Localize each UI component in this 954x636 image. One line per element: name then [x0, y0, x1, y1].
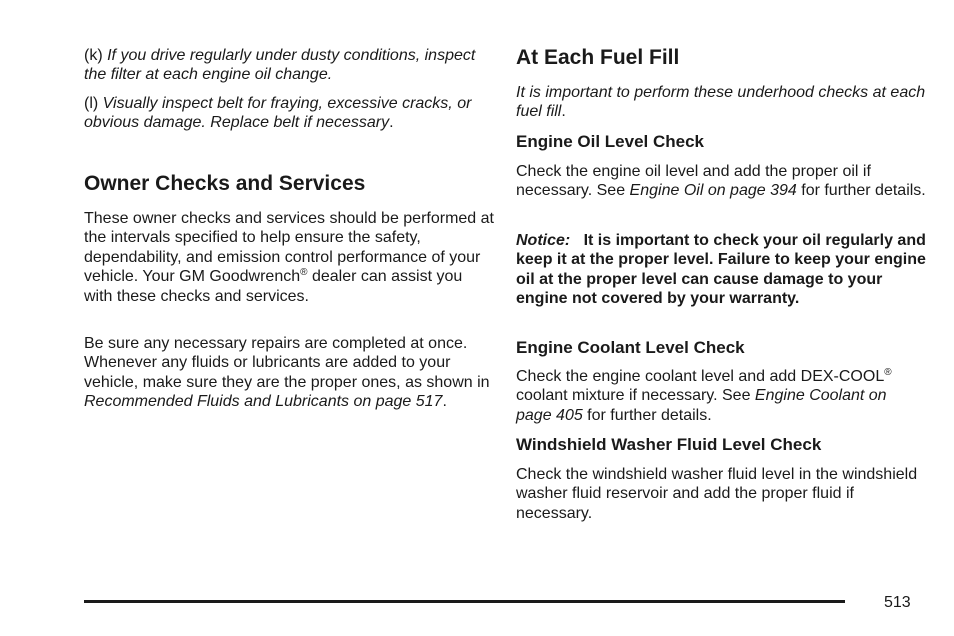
registered-mark: ®: [300, 267, 308, 279]
notice-text: It is important to check your oil regularly and keep it at the proper level. Failure to keep your engine oil at the proper level can cause damage to your engine not covered by your warranty.: [516, 232, 926, 308]
para1-text-b: dealer can assist you with these checks and services.: [84, 268, 463, 305]
fuel-fill-heading: At Each Fuel Fill: [516, 46, 680, 69]
oil-check-heading: Engine Oil Level Check: [516, 132, 705, 151]
para2-text-a: Be sure any necessary repairs are completed at once. Whenever any fluids or lubricants are added to your vehicle, make sure they are the proper ones, as shown in: [84, 335, 490, 391]
item-k-label: (k): [84, 47, 103, 64]
fuel-fill-intro: It is important to perform these underhood checks at each fuel fill.: [516, 84, 926, 121]
para1-text-a: These owner checks and services should be performed at the intervals specified to help ensure the safety, dependability, and emission control performance of your vehicle. Your GM Goodwrench: [84, 210, 494, 286]
coolant-text-a: Check the engine coolant level and add DEX-COOL: [516, 368, 885, 385]
oil-check-text: [516, 162, 926, 201]
coolant-text-c: for further details.: [582, 406, 712, 424]
oil-text-a: Check the engine oil level and add the proper oil if necessary. See: [516, 163, 871, 200]
washer-check-text: Check the windshield washer fluid level in the windshield washer fluid reservoir and add the proper fluid if necessary.: [516, 466, 918, 522]
owner-checks-paragraph-2: [84, 334, 494, 412]
fuel-intro-text: It is important to perform these underhood checks at each fuel fill: [516, 84, 926, 121]
washer-check-heading: Windshield Washer Fluid Level Check: [516, 435, 822, 454]
maintenance-item-k: [84, 46, 494, 85]
notice-label: Notice:: [516, 232, 571, 249]
maintenance-item-l: (l) Visually inspect belt for fraying, excessive cracks, or obvious damage. Replace belt if necessary.: [84, 95, 472, 132]
item-k-text: If you drive regularly under dusty conditions, inspect the filter at each engine oil change.: [84, 47, 476, 84]
coolant-check-text: [516, 367, 926, 425]
oil-reference: Engine Oil on page 394: [629, 182, 797, 200]
registered-mark: ®: [884, 367, 892, 378]
owner-checks-heading: Owner Checks and Services: [84, 172, 366, 195]
item-l-label: (l): [84, 95, 99, 112]
coolant-check-heading: Engine Coolant Level Check: [516, 338, 745, 357]
para2-end: .: [442, 393, 447, 411]
coolant-reference: Engine Coolant on page 405: [516, 387, 887, 424]
oil-text-b: for further details.: [796, 182, 926, 200]
owner-checks-paragraph-1: [84, 209, 494, 306]
fluids-reference: Recommended Fluids and Lubricants on page 517: [84, 393, 443, 411]
footer-rule: [84, 600, 845, 603]
notice-paragraph: [516, 231, 926, 309]
page-number: 513: [884, 594, 911, 611]
item-l-text: Visually inspect belt for fraying, excessive cracks, or obvious damage. Replace belt if necessary: [84, 95, 472, 132]
coolant-text-b: coolant mixture if necessary. See: [516, 387, 755, 405]
